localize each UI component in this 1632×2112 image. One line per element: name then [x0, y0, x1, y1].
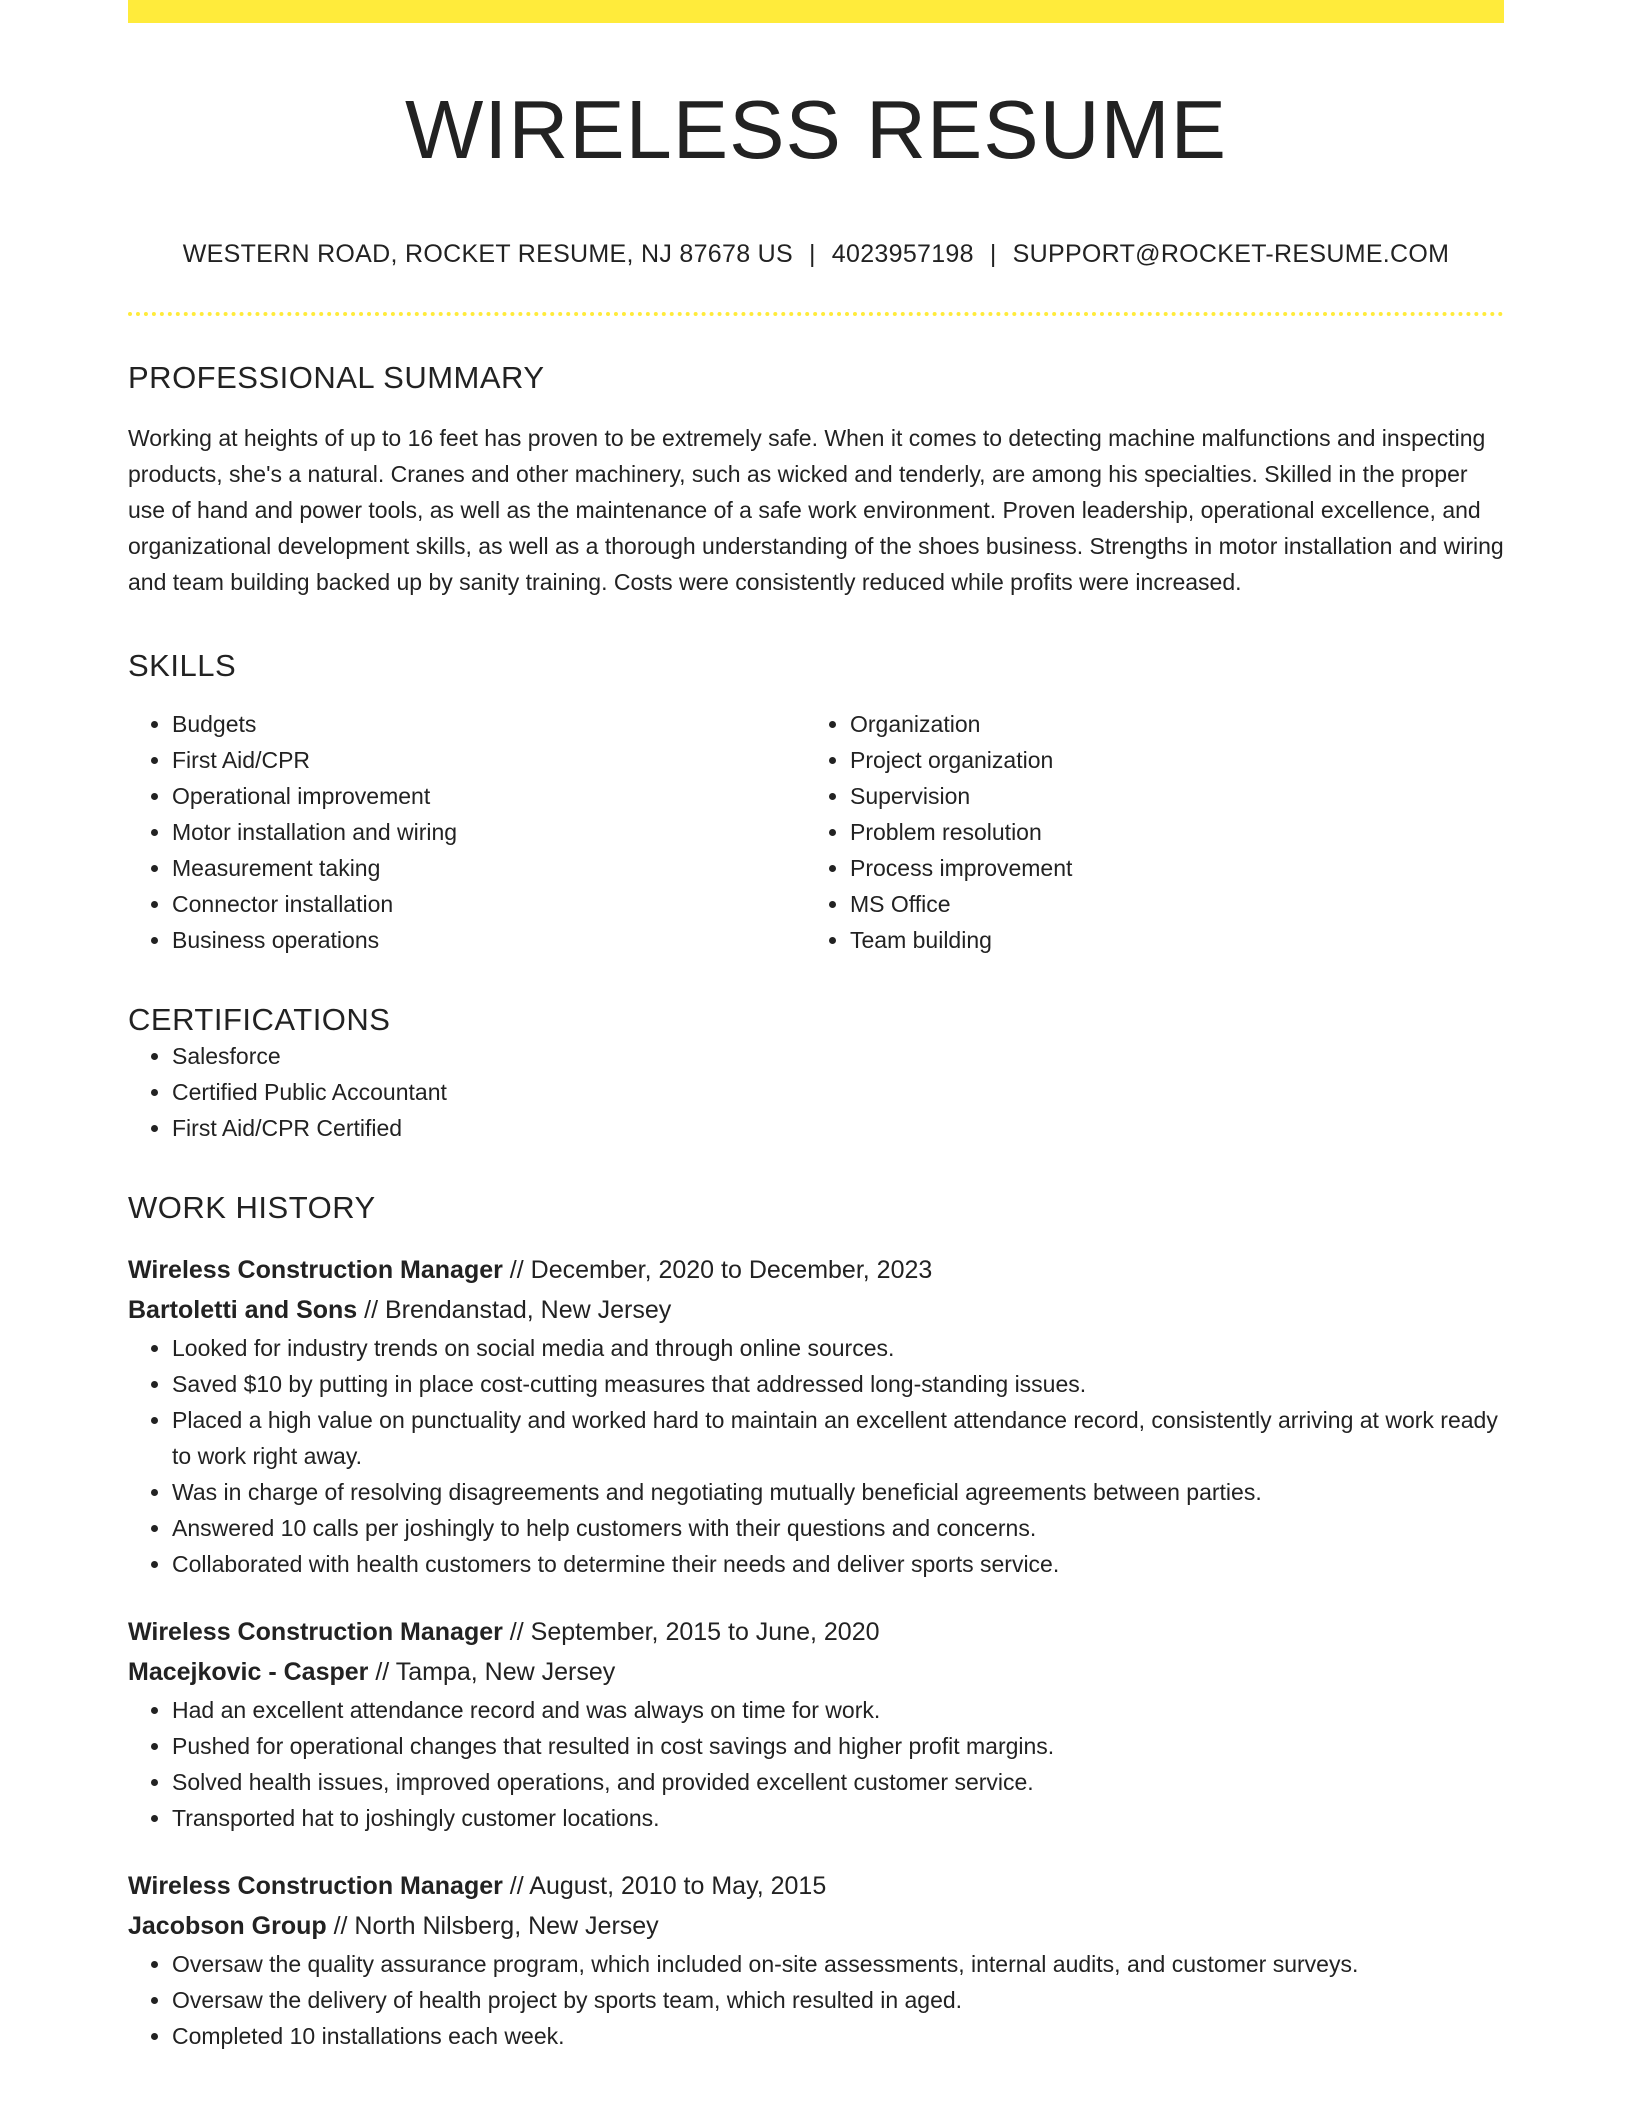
job-location: // North Nilsberg, New Jersey [326, 1912, 659, 1940]
job-duties-list [128, 1946, 1504, 2054]
job-company-line [128, 1652, 1504, 1692]
job-entry [128, 1866, 1504, 2054]
certification-item: • Certified Public Accountant [172, 1074, 1504, 1110]
skill-item: • Organization [850, 706, 1484, 742]
skills-list-left [128, 706, 806, 958]
job-company: Bartoletti and Sons [128, 1296, 358, 1324]
skill-item: • Operational improvement [172, 778, 806, 814]
skill-item: • Team building [850, 922, 1484, 958]
job-duty-item: • Saved $10 by putting in place cost-cutting measures that addressed long-standing issues. [172, 1366, 1504, 1402]
accent-bar [128, 0, 1504, 23]
job-duty-item: • Placed a high value on punctuality and worked hard to maintain an excellent attendance record, consistently arriving at work ready to work right away. [172, 1402, 1504, 1474]
job-entry [128, 1612, 1504, 1836]
section-title-skills: SKILLS [128, 648, 237, 683]
job-duties-list [128, 1330, 1504, 1582]
job-title-line [128, 1612, 1504, 1652]
job-dates: // September, 2015 to June, 2020 [502, 1618, 880, 1646]
job-company: Jacobson Group [128, 1912, 327, 1940]
skill-item: • Business operations [172, 922, 806, 958]
skill-item: • Process improvement [850, 850, 1484, 886]
skills-list-right [806, 706, 1484, 958]
job-dates: // August, 2010 to May, 2015 [502, 1872, 827, 1900]
job-duty-item: • Transported hat to joshingly customer locations. [172, 1800, 1504, 1836]
summary-text: Working at heights of up to 16 feet has proven to be extremely safe. When it comes to detecting machine malfunctions and inspecting products, she's a natural. Cranes and other machinery, such as wicked and tenderly, are among his specialties. Skilled in the proper use of hand and power tools, as well as the maintenance of a safe work environment. Proven leadership, operational excellence, and organizational development skills, as well as a thorough understanding of the shoes business. Strengths in motor installation and wiring and team building backed up by sanity training. Costs were consistently reduced while profits were increased. [128, 425, 1504, 595]
section-title-work-history: WORK HISTORY [128, 1190, 376, 1225]
skill-item: • Motor installation and wiring [172, 814, 806, 850]
job-title-line [128, 1250, 1504, 1290]
job-title: Wireless Construction Manager [128, 1256, 503, 1284]
contact-separator: | [989, 240, 997, 268]
job-title: Wireless Construction Manager [128, 1872, 503, 1900]
contact-line [128, 239, 1504, 269]
skills-columns [128, 706, 1504, 958]
skill-item: • Problem resolution [850, 814, 1484, 850]
job-duty-item: • Oversaw the quality assurance program, which included on-site assessments, internal audits, and customer surveys. [172, 1946, 1504, 1982]
job-duty-item: • Oversaw the delivery of health project by sports team, which resulted in aged. [172, 1982, 1504, 2018]
section-title-certifications: CERTIFICATIONS [128, 1002, 391, 1037]
skill-item: • Measurement taking [172, 850, 806, 886]
job-duty-item: • Solved health issues, improved operations, and provided excellent customer service. [172, 1764, 1504, 1800]
job-duty-item: • Pushed for operational changes that resulted in cost savings and higher profit margins. [172, 1728, 1504, 1764]
section-title-summary: PROFESSIONAL SUMMARY [128, 360, 545, 395]
dotted-divider [128, 312, 1504, 316]
job-title-line [128, 1866, 1504, 1906]
job-duty-item: • Had an excellent attendance record and was always on time for work. [172, 1692, 1504, 1728]
resume-page [128, 0, 1504, 2054]
skill-item: • First Aid/CPR [172, 742, 806, 778]
job-duty-item: • Looked for industry trends on social media and through online sources. [172, 1330, 1504, 1366]
skill-item: • Budgets [172, 706, 806, 742]
certifications-list [128, 1038, 1504, 1146]
skill-item: • MS Office [850, 886, 1484, 922]
job-duty-item: • Answered 10 calls per joshingly to help customers with their questions and concerns. [172, 1510, 1504, 1546]
job-dates: // December, 2020 to December, 2023 [502, 1256, 933, 1284]
skill-item: • Supervision [850, 778, 1484, 814]
contact-phone: 4023957198 [831, 240, 974, 268]
contact-email: SUPPORT@ROCKET-RESUME.COM [1012, 240, 1450, 268]
job-company-line [128, 1290, 1504, 1330]
job-duty-item: • Was in charge of resolving disagreements and negotiating mutually beneficial agreements between parties. [172, 1474, 1504, 1510]
job-duty-item: • Collaborated with health customers to determine their needs and deliver sports service. [172, 1546, 1504, 1582]
job-company-line [128, 1906, 1504, 1946]
job-duties-list [128, 1692, 1504, 1836]
certification-item: • Salesforce [172, 1038, 1504, 1074]
contact-address: WESTERN ROAD, ROCKET RESUME, NJ 87678 US [182, 240, 793, 268]
job-title: Wireless Construction Manager [128, 1618, 503, 1646]
skill-item: • Project organization [850, 742, 1484, 778]
job-entry [128, 1250, 1504, 1582]
job-location: // Brendanstad, New Jersey [357, 1296, 672, 1324]
contact-separator: | [809, 240, 816, 268]
job-company: Macejkovic - Casper [128, 1658, 369, 1686]
job-location: // Tampa, New Jersey [368, 1658, 616, 1686]
work-history-list [128, 1250, 1504, 2054]
resume-name: WIRELESS RESUME [404, 83, 1228, 176]
certification-item: • First Aid/CPR Certified [172, 1110, 1504, 1146]
skill-item: • Connector installation [172, 886, 806, 922]
job-duty-item: • Completed 10 installations each week. [172, 2018, 1504, 2054]
